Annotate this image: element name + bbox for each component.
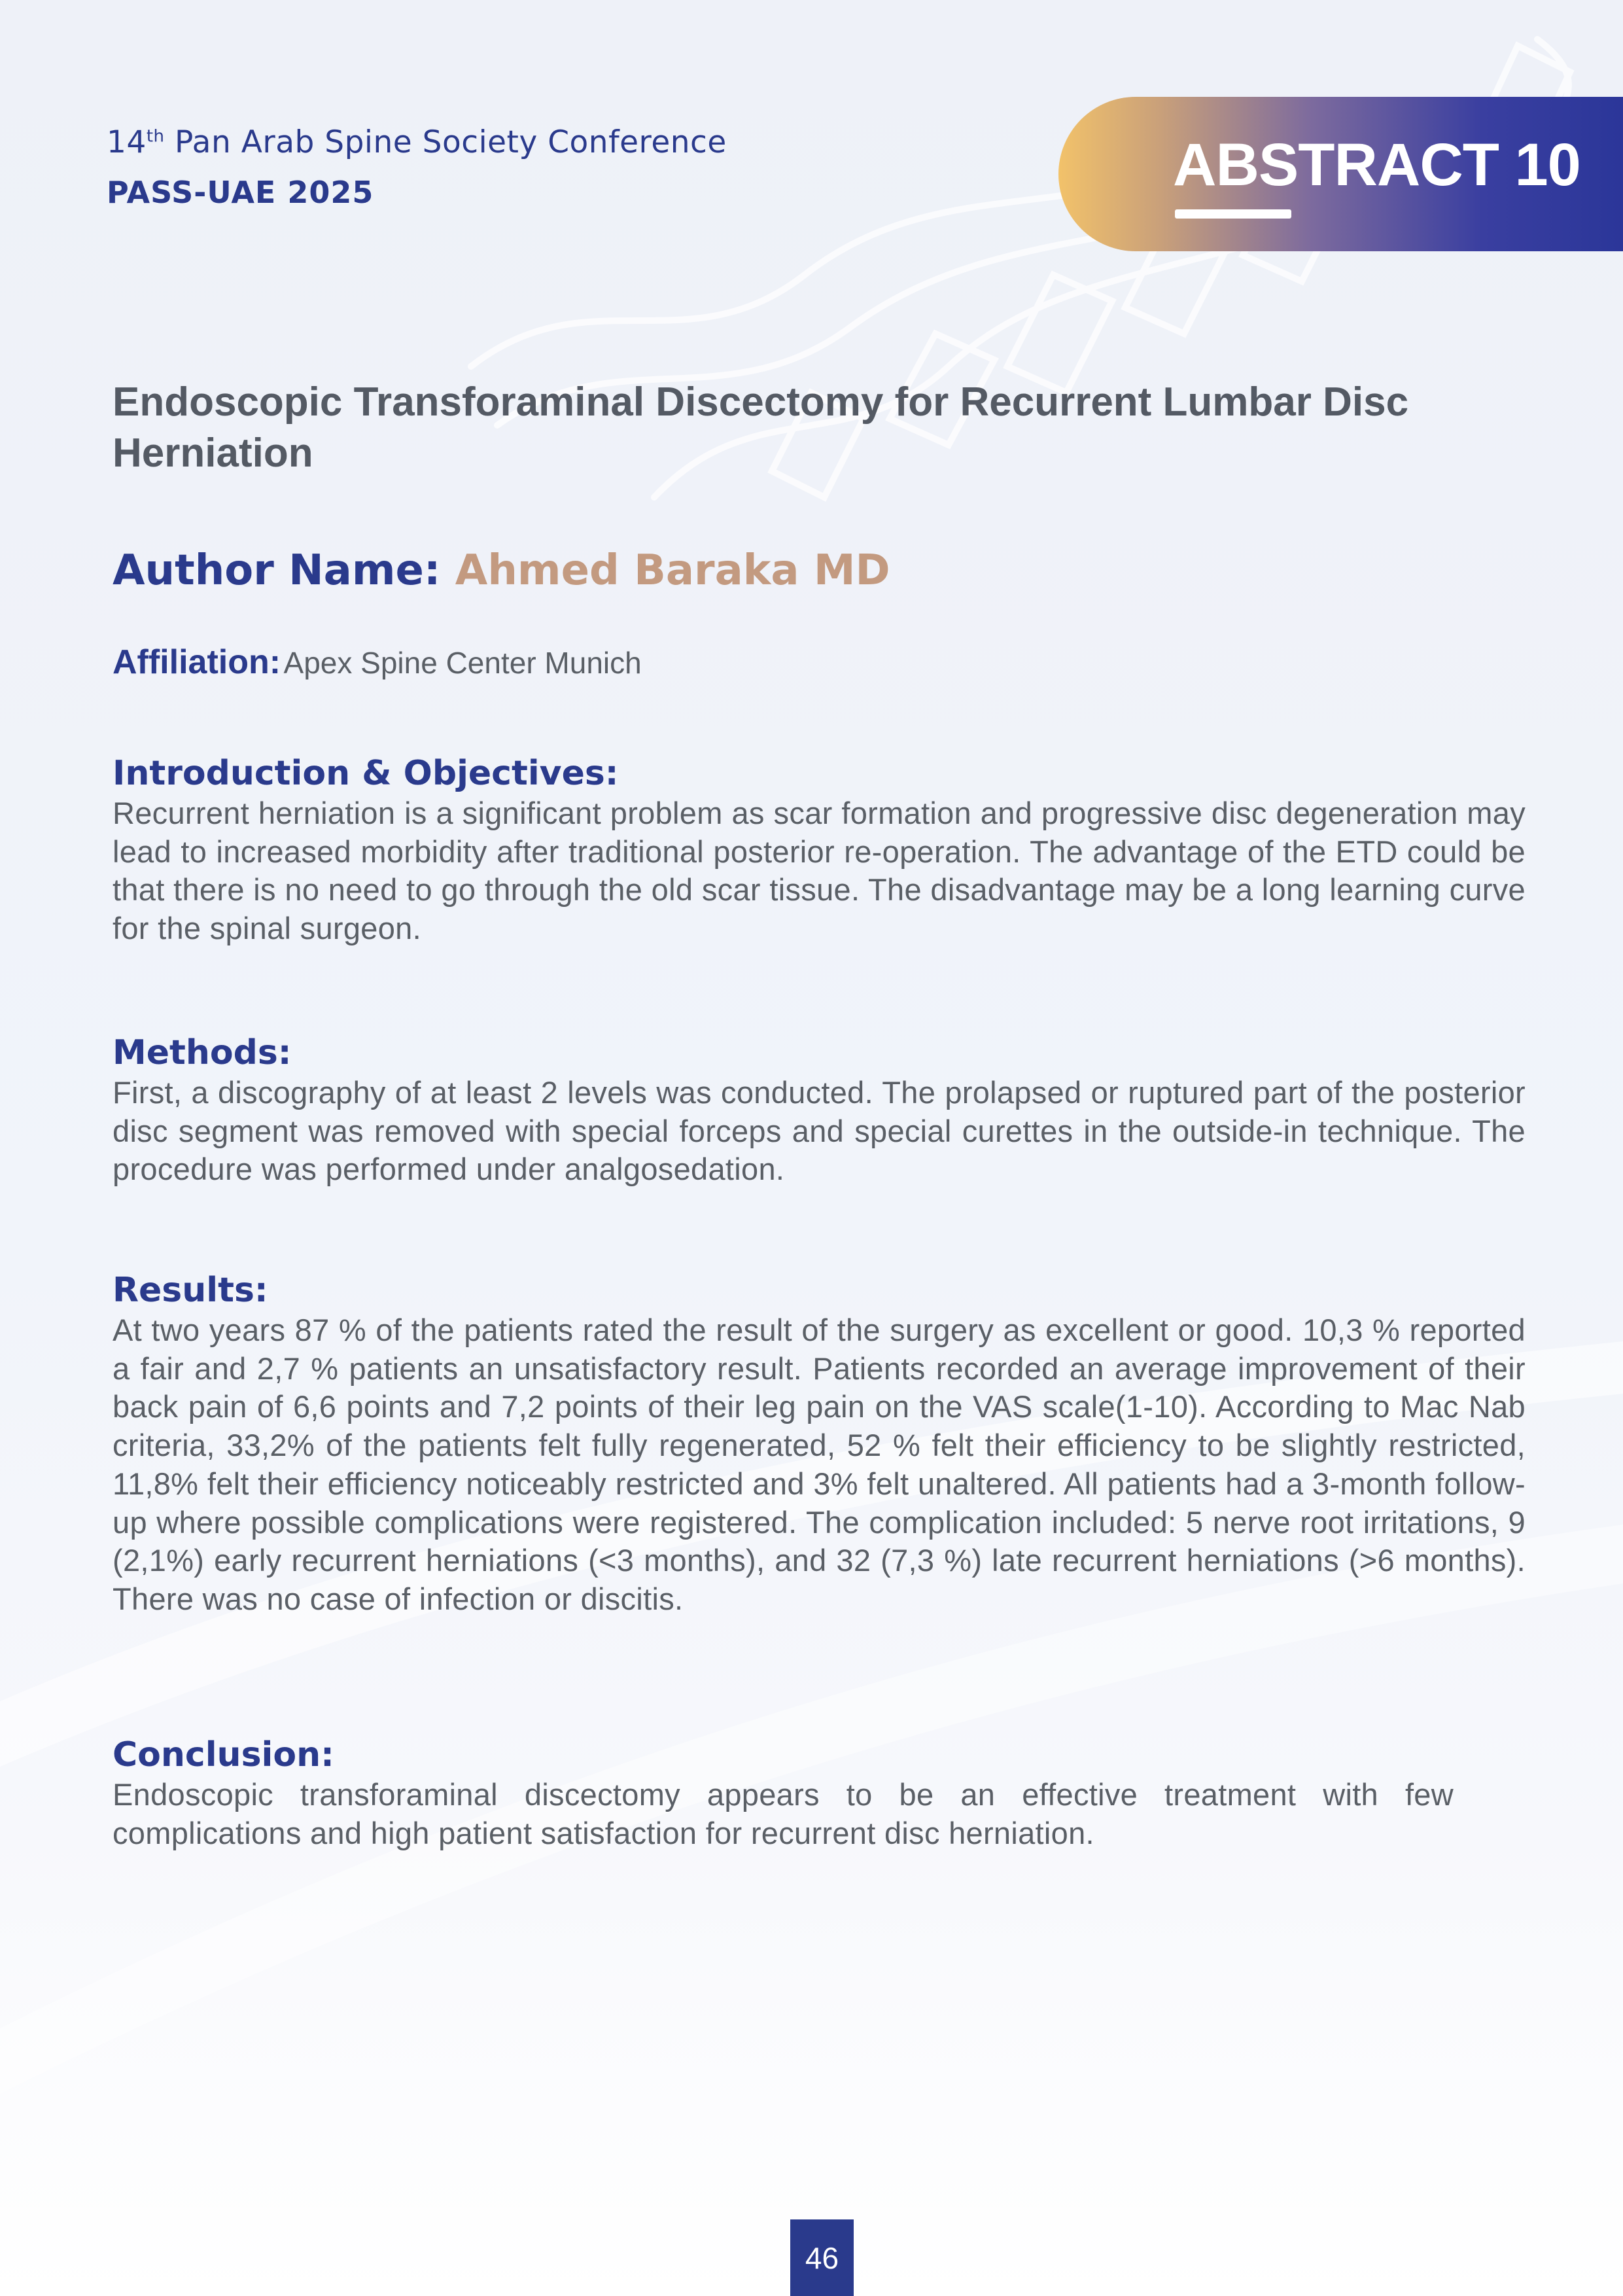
affiliation-line [113, 643, 642, 682]
section-results [113, 1269, 1526, 1619]
section-conclusion [113, 1734, 1526, 1852]
section-heading: Conclusion: [113, 1735, 334, 1775]
author-label: Author Name: [113, 546, 441, 595]
page-title: Endoscopic Transforaminal Discectomy for Recurrent Lumbar Disc Herniation [113, 380, 1409, 476]
abstract-underline [1175, 209, 1291, 219]
section-methods [113, 1032, 1526, 1189]
abstract-badge [1058, 97, 1623, 251]
section-heading: Methods: [113, 1033, 292, 1072]
section-body: First, a discography of at least 2 levels was conducted. The prolapsed or ruptured part of the posterior disc segment was removed with special forceps and special curettes in the outside-in technique. The procedure was performed under analgosedation. [113, 1075, 1526, 1187]
page-number: 46 [790, 2219, 854, 2296]
section-heading: Introduction & Objectives: [113, 754, 619, 793]
section-body: Recurrent herniation is a significant problem as scar formation and progressive disc degeneration may lead to increased morbidity after traditional posterior re-operation. The advantage of the ETD could be that there is no need to go through the old scar tissue. The disadvantage may be a long learning curve for the spinal surgeon. [113, 796, 1526, 946]
conference-title [107, 124, 727, 160]
conference-short-name: PASS-UAE 2025 [107, 175, 374, 210]
author-name: Ahmed Baraka MD [455, 546, 890, 595]
section-body: At two years 87 % of the patients rated the result of the surgery as excellent or good. 10,3 % reported a fair and 2,7 % patients an unsatisfactory result. Patients recorded an average improvement of their back pain of 6,6 points and 7,2 points of their leg pain on the VAS scale(1-10). According to Mac Nab criteria, 33,2% of the patients felt fully regenerated, 52 % felt their efficiency to be slightly restricted, 11,8% felt their efficiency noticeably restricted and 3% felt unaltered. All patients had a 3-month follow-up where possible complications were registered. The complication included: 5 nerve root irritations, 9 (2,1%) early recurrent herniations (<3 months), and 32 (7,3 %) late recurrent herniations (>6 months). There was no case of infection or discitis. [113, 1313, 1526, 1616]
affiliation-label: Affiliation: [113, 643, 281, 681]
abstract-label: ABSTRACT 10 [1173, 132, 1580, 198]
author-line [113, 546, 890, 595]
conference-ordinal-suffix: th [146, 126, 165, 147]
section-body: Endoscopic transforaminal discectomy appears to be an effective treatment with few complications and high patient satisfaction for recurrent disc herniation. [113, 1777, 1454, 1850]
section-heading: Results: [113, 1271, 268, 1310]
conference-name: Pan Arab Spine Society Conference [174, 124, 727, 160]
section-introduction [113, 752, 1526, 948]
conference-ordinal: 14 [107, 124, 147, 160]
conference-header [107, 124, 727, 210]
affiliation-value: Apex Spine Center Munich [283, 646, 642, 680]
